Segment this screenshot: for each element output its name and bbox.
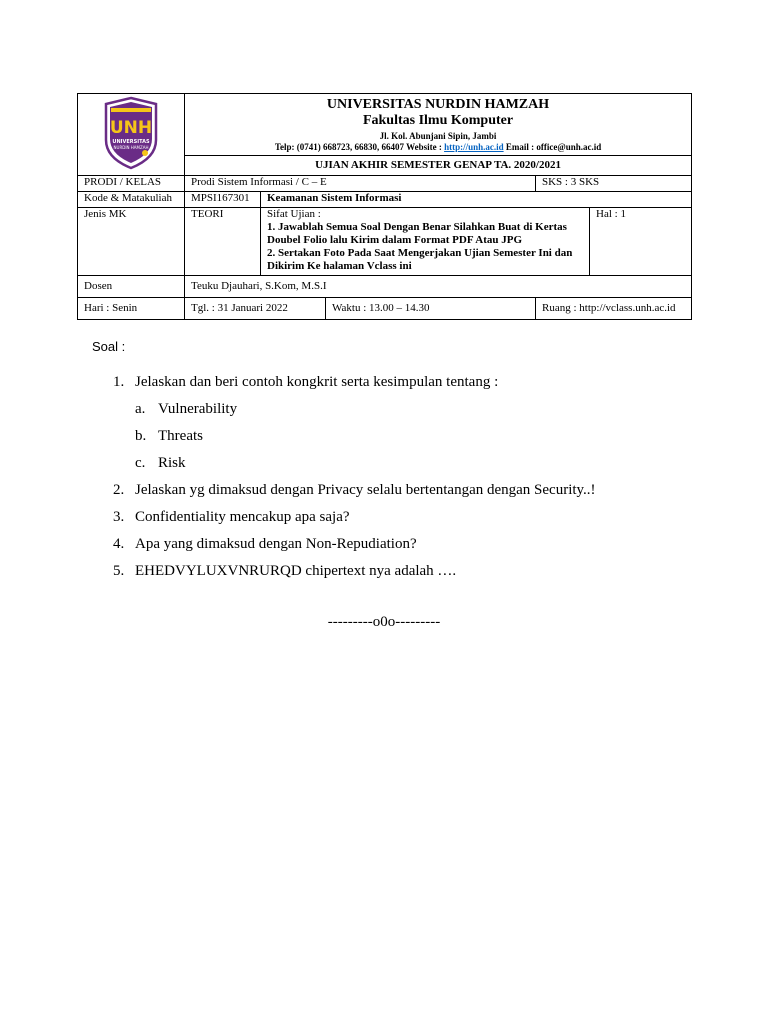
question-3: [113, 508, 350, 526]
question-text: Threats: [158, 428, 203, 444]
question-text: Apa yang dimaksud dengan Non-Repudiation?: [135, 536, 417, 552]
soal-label: Soal :: [92, 339, 126, 354]
question-text: EHEDVYLUXVNRURQD chipertext nya adalah ….: [135, 563, 457, 579]
question-number: 4.: [113, 536, 125, 552]
prodi-label: PRODI / KELAS: [78, 176, 185, 192]
question-text: Jelaskan yg dimaksud dengan Privacy selalu bertentangan dengan Security..!: [135, 482, 596, 498]
sifat-label: Sifat Ujian :: [267, 208, 321, 220]
question-text: Risk: [158, 455, 186, 471]
question-number: 3.: [113, 509, 125, 525]
sifat-rule-2: 2. Sertakan Foto Pada Saat Mengerjakan Ujian Semester Ini dan Dikirim Ke halaman Vclass ini: [267, 247, 573, 272]
contact-line: [191, 142, 685, 155]
contact-prefix: Telp: (0741) 668723, 66830, 66407 Website :: [274, 142, 445, 152]
question-5: [113, 562, 456, 580]
question-1: [113, 373, 498, 391]
sifat-rule-1: 1. Jawablah Semua Soal Dengan Benar Silahkan Buat di Kertas Doubel Folio lalu Kirim dalam Format PDF Atau JPG: [267, 221, 567, 246]
question-number: c.: [135, 455, 146, 471]
question-1b: [135, 427, 203, 445]
exam-title: UJIAN AKHIR SEMESTER GENAP TA. 2020/2021: [185, 156, 692, 176]
question-number: 2.: [113, 482, 125, 498]
contact-email: Email : office@unh.ac.id: [503, 142, 602, 152]
question-number: 1.: [113, 374, 125, 390]
logo-monogram: UNH: [109, 117, 153, 138]
exam-header-table: [77, 93, 692, 320]
waktu-value: Waktu : 13.00 – 14.30: [326, 298, 536, 320]
question-text: Jelaskan dan beri contoh kongkrit serta kesimpulan tentang :: [135, 374, 499, 390]
question-number: 5.: [113, 563, 125, 579]
kode-value: MPSI167301: [185, 192, 261, 208]
question-number: a.: [135, 401, 146, 417]
question-text: Confidentiality mencakup apa saja?: [135, 509, 350, 525]
faculty-name: Fakultas Ilmu Komputer: [362, 113, 514, 128]
logo-sub-line-2: NURDIN HAMZAH: [113, 144, 149, 150]
dosen-label: Dosen: [78, 276, 185, 298]
university-info-cell: [185, 94, 692, 156]
question-1a: [135, 400, 237, 418]
question-2: [113, 481, 596, 499]
end-mark: ---------o0o---------: [327, 614, 441, 630]
question-4: [113, 535, 417, 553]
prodi-value: Prodi Sistem Informasi / C – E: [185, 176, 536, 192]
sks-value: SKS : 3 SKS: [536, 176, 692, 192]
jenis-label: Jenis MK: [78, 208, 185, 276]
university-logo: [103, 96, 159, 170]
dosen-value: Teuku Djauhari, S.Kom, M.S.I: [185, 276, 692, 298]
question-1c: [135, 454, 186, 472]
ruang-value: Ruang : http://vclass.unh.ac.id: [536, 298, 692, 320]
question-text: Vulnerability: [158, 401, 238, 417]
website-link[interactable]: http://unh.ac.id: [444, 142, 504, 152]
logo-sub-line-1: UNIVERSITAS: [112, 138, 150, 145]
university-name: UNIVERSITAS NURDIN HAMZAH: [326, 97, 550, 112]
university-address: Jl. Kol. Abunjani Sipin, Jambi: [379, 131, 497, 141]
question-number: b.: [135, 428, 147, 444]
hari-value: Hari : Senin: [78, 298, 185, 320]
page-number: Hal : 1: [590, 208, 692, 276]
kode-label: Kode & Matakuliah: [78, 192, 185, 208]
matakuliah-name: Keamanan Sistem Informasi: [261, 192, 692, 208]
jenis-value: TEORI: [185, 208, 261, 276]
logo-cell: [78, 94, 185, 176]
tanggal-value: Tgl. : 31 Januari 2022: [185, 298, 326, 320]
sifat-ujian-cell: [261, 208, 590, 276]
